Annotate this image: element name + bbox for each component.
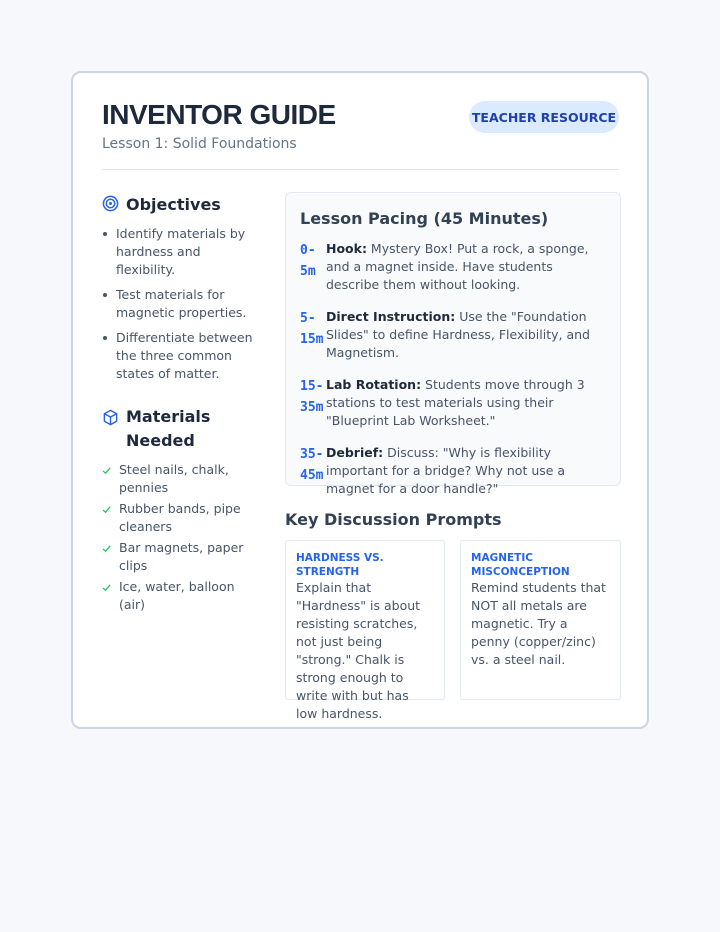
step-description: Debrief: Discuss: "Why is flexibility important for a bridge? Why not use a magnet for a door handle?" (326, 445, 566, 496)
target-icon (102, 195, 119, 212)
list-item: Differentiate between the three common states of matter. (102, 329, 262, 383)
objectives-heading: Objectives (126, 195, 221, 214)
step-time: 35-45m (300, 447, 324, 483)
left-column (102, 193, 262, 617)
lesson-subtitle: Lesson 1: Solid Foundations (102, 136, 297, 152)
step-time: 0-5m (300, 243, 316, 279)
step-description: Direct Instruction: Use the "Foundation Slides" to define Hardness, Flexibility, and Magnetism. (326, 309, 590, 360)
list-item: Rubber bands, pipe cleaners (102, 500, 262, 536)
pacing-step (300, 240, 606, 294)
header-divider (102, 169, 619, 170)
prompt-title: MAGNETIC MISCONCEPTION (471, 552, 570, 578)
list-item: Steel nails, chalk, pennies (102, 461, 262, 497)
list-item: Ice, water, balloon (air) (102, 578, 262, 614)
page-title: INVENTOR GUIDE (102, 99, 336, 130)
step-time: 15-35m (300, 379, 324, 415)
materials-list (102, 461, 262, 614)
check-icon (102, 466, 111, 475)
prompt-body: Remind students that NOT all metals are magnetic. Try a penny (copper/zinc) vs. a steel nail. (471, 580, 606, 667)
materials-heading: Materials Needed (126, 407, 211, 450)
guide-card (71, 71, 649, 729)
pacing-heading: Lesson Pacing (45 Minutes) (300, 209, 549, 228)
objectives-header (102, 193, 262, 217)
step-description: Lab Rotation: Students move through 3 stations to test materials using their "Blueprint Lab Worksheet." (326, 377, 585, 428)
discussion-heading: Key Discussion Prompts (285, 510, 502, 529)
pacing-step (300, 376, 606, 430)
pacing-step (300, 308, 606, 362)
objectives-list (102, 225, 262, 383)
prompt-card-hardness (285, 540, 445, 721)
check-icon (102, 583, 111, 592)
prompt-title: HARDNESS VS. STRENGTH (296, 552, 384, 578)
pacing-step (300, 444, 606, 498)
teacher-resource-badge: TEACHER RESOURCE (469, 101, 619, 133)
prompt-body: Explain that "Hardness" is about resisting scratches, not just being "strong." Chalk is strong enough to write with but has low hardness. (296, 580, 421, 721)
lesson-pacing-panel (285, 192, 621, 496)
list-item: Identify materials by hardness and flexibility. (102, 225, 262, 279)
cube-icon (102, 409, 119, 426)
step-time: 5-15m (300, 311, 324, 347)
check-icon (102, 544, 111, 553)
prompt-card-magnetic (460, 540, 621, 700)
step-description: Hook: Mystery Box! Put a rock, a sponge, and a magnet inside. Have students describe them without looking. (326, 241, 589, 292)
check-icon (102, 505, 111, 514)
list-item: Test materials for magnetic properties. (102, 286, 262, 322)
materials-header (102, 405, 262, 453)
list-item: Bar magnets, paper clips (102, 539, 262, 575)
